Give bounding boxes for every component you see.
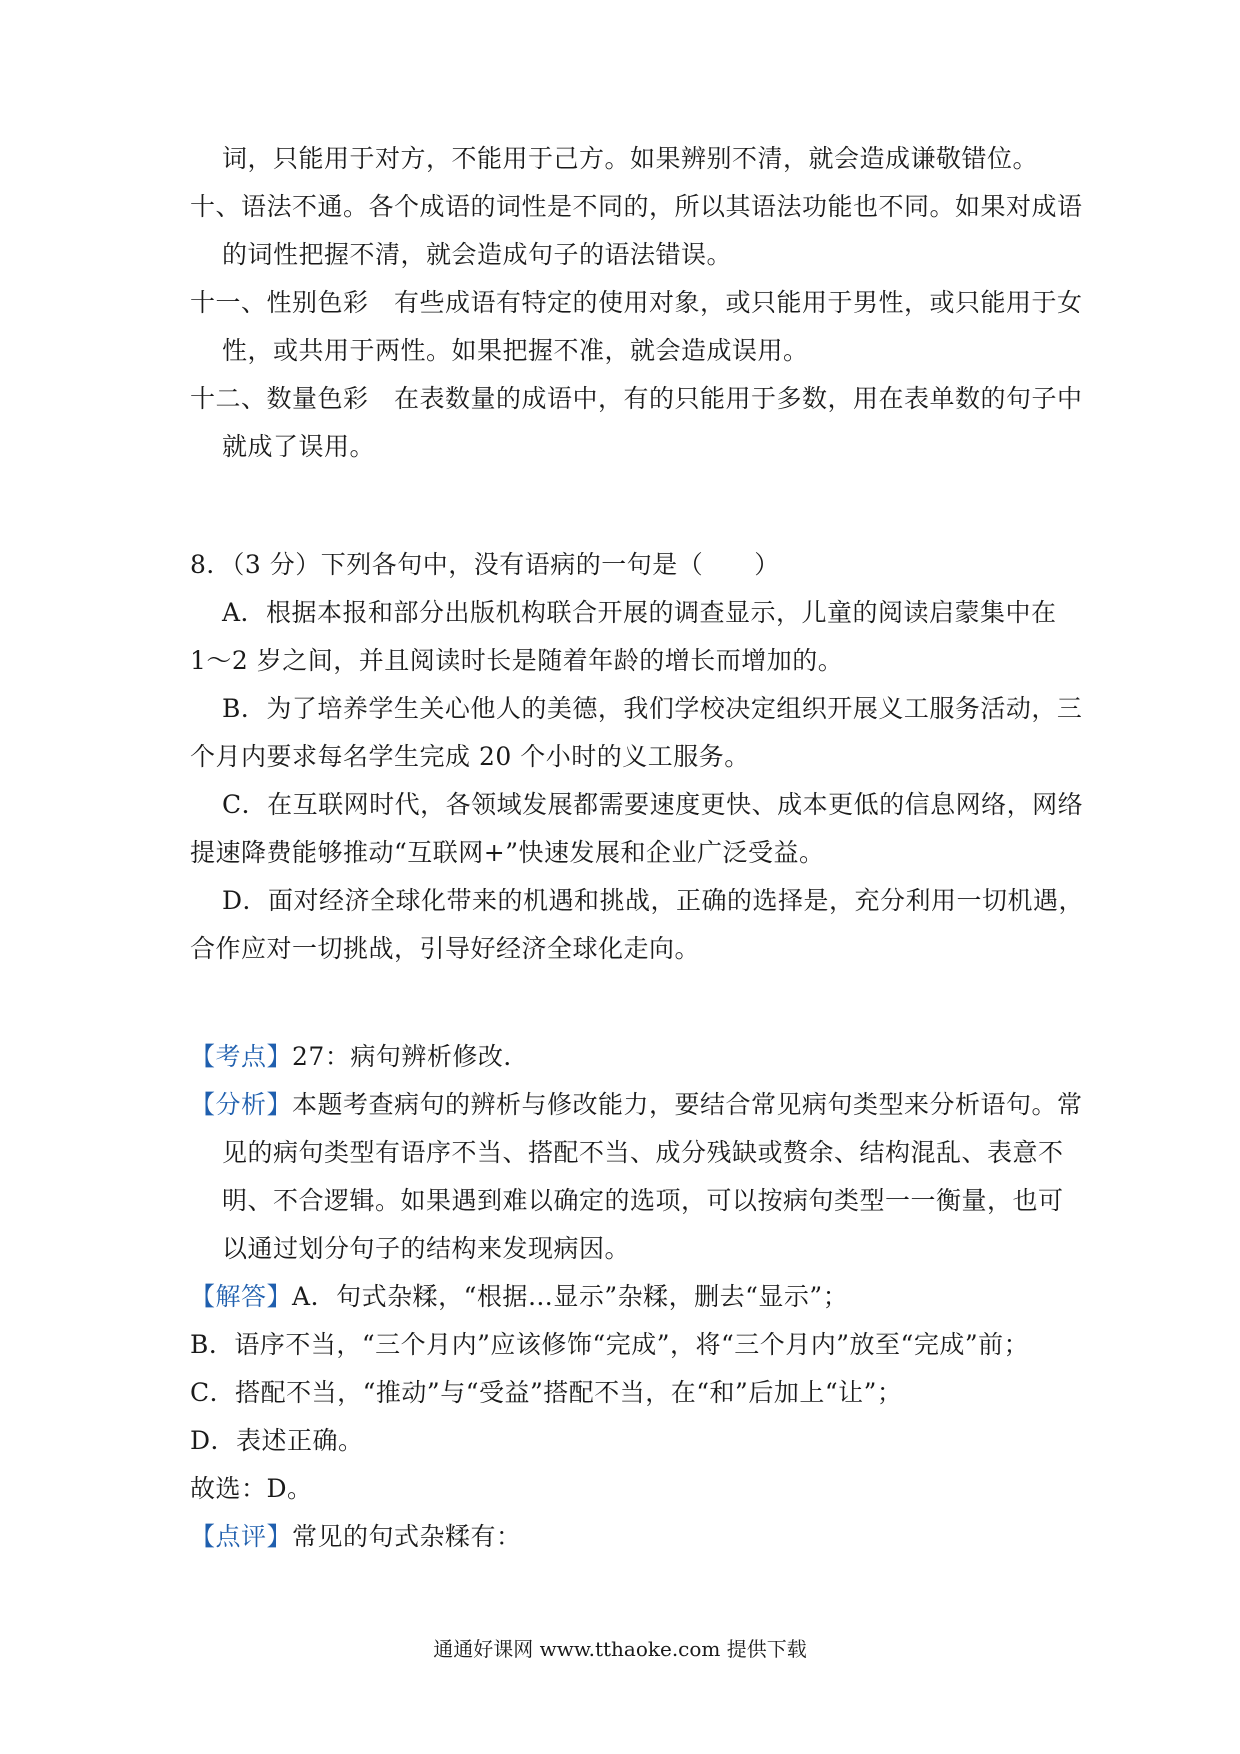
fenxi-text: 本题考查病句的辨析与修改能力，要结合常见病句类型来分析语句。常 [292,1090,1083,1119]
fenxi-line-2: 见的病句类型有语序不当、搭配不当、成分残缺或赘余、结构混乱、表意不 [222,1138,1064,1167]
note-item-12-cont: 就成了误用。 [222,432,376,461]
question-stem: 8．（3 分）下列各句中，没有语病的一句是（ ） [190,550,780,579]
note-item-10: 十、语法不通。各个成语的词性是不同的，所以其语法功能也不同。如果对成语 [190,192,1083,221]
fenxi-line-4: 以通过划分句子的结构来发现病因。 [222,1234,631,1263]
kaodian-row [190,1040,529,1074]
option-c: C．在互联网时代，各领域发展都需要速度更快、成本更低的信息网络，网络 [222,790,1084,819]
jieda-tag: 【解答】 [190,1282,293,1311]
jieda-a: A．句式杂糅，“根据…显示”杂糅，删去“显示”； [292,1282,849,1311]
note-item-11-cont: 性，或共用于两性。如果把握不准，就会造成误用。 [222,336,809,365]
fenxi-row [190,1088,1083,1122]
kaodian-text: 27：病句辨析修改． [292,1042,529,1071]
fenxi-line-3: 明、不合逻辑。如果遇到难以确定的选项，可以按病句类型一一衡量，也可 [222,1186,1064,1215]
option-c-cont: 提速降费能够推动“互联网+”快速发展和企业广泛受益。 [190,838,825,867]
dianping-text: 常见的句式杂糅有： [292,1522,522,1551]
note-line: 词，只能用于对方，不能用于己方。如果辨别不清，就会造成谦敬错位。 [222,144,1039,173]
jieda-d: D．表述正确。 [190,1426,364,1455]
fenxi-tag: 【分析】 [190,1090,293,1119]
note-item-11: 十一、性别色彩 有些成语有特定的使用对象，或只能用于男性，或只能用于女 [190,288,1083,317]
note-item-12: 十二、数量色彩 在表数量的成语中，有的只能用于多数，用在表单数的句子中 [190,384,1083,413]
jieda-row [190,1280,848,1314]
jieda-b: B．语序不当，“三个月内”应该修饰“完成”，将“三个月内”放至“完成”前； [190,1330,1030,1359]
page-footer: 通通好课网 www.tthaoke.com 提供下载 [433,1637,807,1661]
jieda-c: C．搭配不当，“推动”与“受益”搭配不当，在“和”后加上“让”； [190,1378,903,1407]
option-d-cont: 合作应对一切挑战，引导好经济全球化走向。 [190,934,701,963]
dianping-row [190,1520,522,1554]
option-a-cont: 1～2 岁之间，并且阅读时长是随着年龄的增长而增加的。 [190,646,844,675]
dianping-tag: 【点评】 [190,1522,293,1551]
note-item-10-cont: 的词性把握不清，就会造成句子的语法错误。 [222,240,733,269]
kaodian-tag: 【考点】 [190,1042,293,1071]
option-a: A．根据本报和部分出版机构联合开展的调查显示，儿童的阅读启蒙集中在 [222,598,1057,627]
option-b: B．为了培养学生关心他人的美德，我们学校决定组织开展义工服务活动，三 [222,694,1083,723]
option-d: D．面对经济全球化带来的机遇和挑战，正确的选择是，充分利用一切机遇， [222,886,1085,915]
option-b-cont: 个月内要求每名学生完成 20 个小时的义工服务。 [190,742,750,771]
final-choice: 故选：D。 [190,1474,313,1503]
